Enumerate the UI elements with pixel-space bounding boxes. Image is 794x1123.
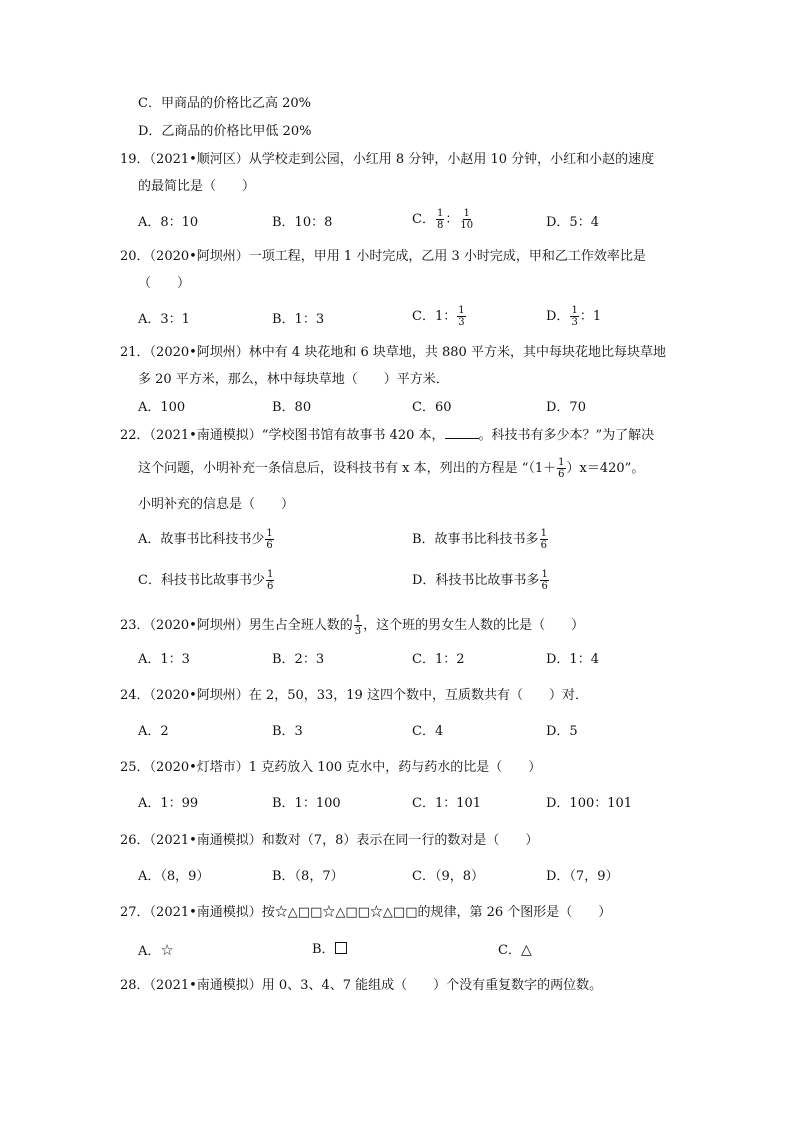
q25-stem: 25．（2020•灯塔市）1 克药放入 100 克水中，药与药水的比是（ ）: [120, 760, 542, 775]
q20-stem-line1: 20．（2020•阿坝州）一项工程，甲用 1 小时完成，乙用 3 小时完成，甲和乙工作效率比是: [120, 249, 646, 264]
fraction-denominator: 6: [266, 540, 273, 551]
q24-option-d: D．5: [546, 724, 578, 739]
q27-option-a-prefix: A．: [138, 944, 161, 959]
fraction-denominator: 6: [558, 469, 565, 480]
q22-option-c: [138, 569, 275, 592]
q23-stem-b: ，这个班的男女生人数的比是（ ）: [363, 618, 585, 633]
q22-option-b-fraction: [540, 528, 548, 551]
q27-option-c: [498, 940, 532, 961]
q23-stem-fraction: [354, 614, 362, 637]
square-icon: [335, 942, 347, 954]
q21-stem-line1: 21．（2020•阿坝州）林中有 4 块花地和 6 块草地，共 880 平方米，其中每块花地比每块草地: [120, 345, 666, 360]
fraction-numerator: 1: [354, 614, 362, 625]
q24-option-c: C．4: [412, 724, 444, 739]
fraction-denominator: 3: [458, 317, 465, 328]
fraction-denominator: 8: [436, 220, 444, 231]
q22-option-d-text: D．科技书比故事书多: [412, 573, 540, 588]
q27-option-b: [312, 940, 347, 960]
q19-option-a: A．8：10: [138, 215, 199, 230]
q20-stem-line2: （ ）: [138, 276, 191, 291]
q25-option-a: A．1：99: [138, 796, 199, 811]
fraction-numerator: 1: [541, 569, 548, 580]
q19-stem-line2: 的最简比是（ ）: [138, 179, 256, 194]
fraction-numerator: 1: [266, 569, 274, 580]
q22-option-c-fraction: [266, 569, 274, 592]
fraction-numerator: 1: [463, 208, 470, 219]
q22-stem-line2-a: 这个问题，小明补充一条信息后，设科技书有 x 本，列出的方程是 “（1＋: [138, 461, 557, 476]
q23-option-a: A．1：3: [138, 652, 190, 667]
q25-option-c: C．1：101: [412, 796, 482, 811]
q27-option-b-prefix: B．: [312, 942, 335, 957]
q22-option-a: [138, 528, 275, 551]
q21-option-a: A．100: [138, 400, 186, 415]
fraction-denominator: 3: [571, 317, 578, 328]
q27-option-c-prefix: C．: [498, 943, 521, 958]
fraction-denominator: 3: [354, 626, 362, 637]
star-icon: ☆: [160, 941, 174, 959]
q21-option-c: C．60: [412, 400, 452, 415]
q18-option-c: C．甲商品的价格比乙高 20%: [138, 96, 311, 111]
q19-option-d: D．5：4: [546, 215, 599, 230]
q22-stem-line3: 小明补充的信息是（ ）: [138, 497, 295, 512]
q19-stem-line1: 19．（2021•顺河区）从学校走到公园，小红用 8 分钟，小赵用 10 分钟，小红和小赵的速度: [120, 152, 655, 167]
q24-stem: 24．（2020•阿坝州）在 2，50，33，19 这四个数中，互质数共有（ ）对．: [120, 688, 588, 703]
fraction-numerator: 1: [266, 528, 273, 539]
q22-option-b-text: B．故事书比科技书多: [412, 532, 539, 547]
q22-fill-in-blank: [445, 426, 479, 439]
q22-option-b: [412, 528, 549, 551]
q22-option-c-text: C．科技书比故事书少: [138, 573, 265, 588]
q22-stem-line1-b: 。科技书有多少本？”为了解决: [478, 428, 655, 443]
q26-stem: 26．（2021•南通模拟）和数对（7，8）表示在同一行的数对是（ ）: [120, 833, 539, 848]
fraction-numerator: 1: [540, 528, 547, 539]
q26-option-c: C．（9，8）: [412, 869, 484, 884]
q20-option-a: A．3：1: [138, 312, 190, 327]
q20-option-c-prefix: C．1：: [412, 309, 457, 324]
q22-stem-line2-b: ）x＝420”。: [566, 461, 645, 476]
q20-option-c-fraction: [457, 305, 465, 328]
q23-option-b: B．2：3: [272, 652, 325, 667]
q20-option-d: [546, 305, 601, 328]
q18-option-d: D．乙商品的价格比甲低 20%: [138, 124, 312, 139]
fraction-denominator: 10: [460, 220, 474, 231]
q23-option-d: D．1：4: [546, 652, 599, 667]
q19-option-c-fraction-1: [436, 208, 444, 231]
q22-equation-fraction: [557, 457, 565, 480]
fraction-denominator: 6: [541, 581, 548, 592]
q20-option-b: B．1：3: [272, 312, 325, 327]
q19-option-c-separator: ：: [445, 212, 459, 227]
q20-option-c: [412, 305, 467, 328]
q24-option-a: A．2: [138, 724, 169, 739]
q19-option-c-fraction-2: [459, 208, 474, 231]
fraction-numerator: 1: [558, 457, 565, 468]
q22-stem-line1-a: 22．（2021•南通模拟）“学校图书馆有故事书 420 本，: [120, 428, 445, 443]
q19-option-c: [412, 208, 475, 231]
q21-stem-line2: 多 20 平方米，那么，林中每块草地（ ）平方米．: [138, 372, 449, 387]
q27-option-a: [138, 940, 174, 962]
q24-option-b: B．3: [272, 724, 303, 739]
q25-option-d: D．100：101: [546, 796, 633, 811]
q22-option-a-text: A．故事书比科技书少: [138, 532, 265, 547]
q21-option-d: D．70: [546, 400, 586, 415]
fraction-numerator: 1: [571, 305, 578, 316]
q19-option-b: B．10：8: [272, 215, 333, 230]
q19-option-c-prefix: C．: [412, 212, 435, 227]
q26-option-b: B．（8，7）: [272, 869, 344, 884]
fraction-denominator: 6: [266, 581, 274, 592]
q20-option-d-suffix: ：1: [579, 309, 602, 324]
triangle-icon: △: [520, 942, 532, 958]
q21-option-b: B．80: [272, 400, 312, 415]
q27-stem: 27．（2021•南通模拟）按☆△□□☆△□□☆△□□的规律，第 26 个图形是（ ）: [120, 905, 612, 920]
q26-option-d: D．（7，9）: [546, 869, 619, 884]
q22-option-d: [412, 569, 550, 592]
q23-stem-a: 23．（2020•阿坝州）男生占全班人数的: [120, 618, 353, 633]
q28-stem: 28．（2021•南通模拟）用 0、3、4、7 能组成（ ）个没有重复数字的两位数。: [120, 978, 603, 993]
q22-stem-line2: [138, 457, 644, 480]
q20-option-d-prefix: D．: [546, 309, 570, 324]
q20-option-d-fraction: [570, 305, 578, 328]
q23-stem: [120, 614, 584, 637]
q25-option-b: B．1：100: [272, 796, 341, 811]
fraction-denominator: 6: [540, 540, 547, 551]
q23-option-c: C．1：2: [412, 652, 465, 667]
fraction-numerator: 1: [458, 305, 465, 316]
q26-option-a: A．（8，9）: [138, 869, 210, 884]
q22-option-a-fraction: [265, 528, 273, 551]
fraction-numerator: 1: [436, 208, 444, 219]
q22-stem-line1: [120, 426, 654, 446]
q22-option-d-fraction: [540, 569, 548, 592]
